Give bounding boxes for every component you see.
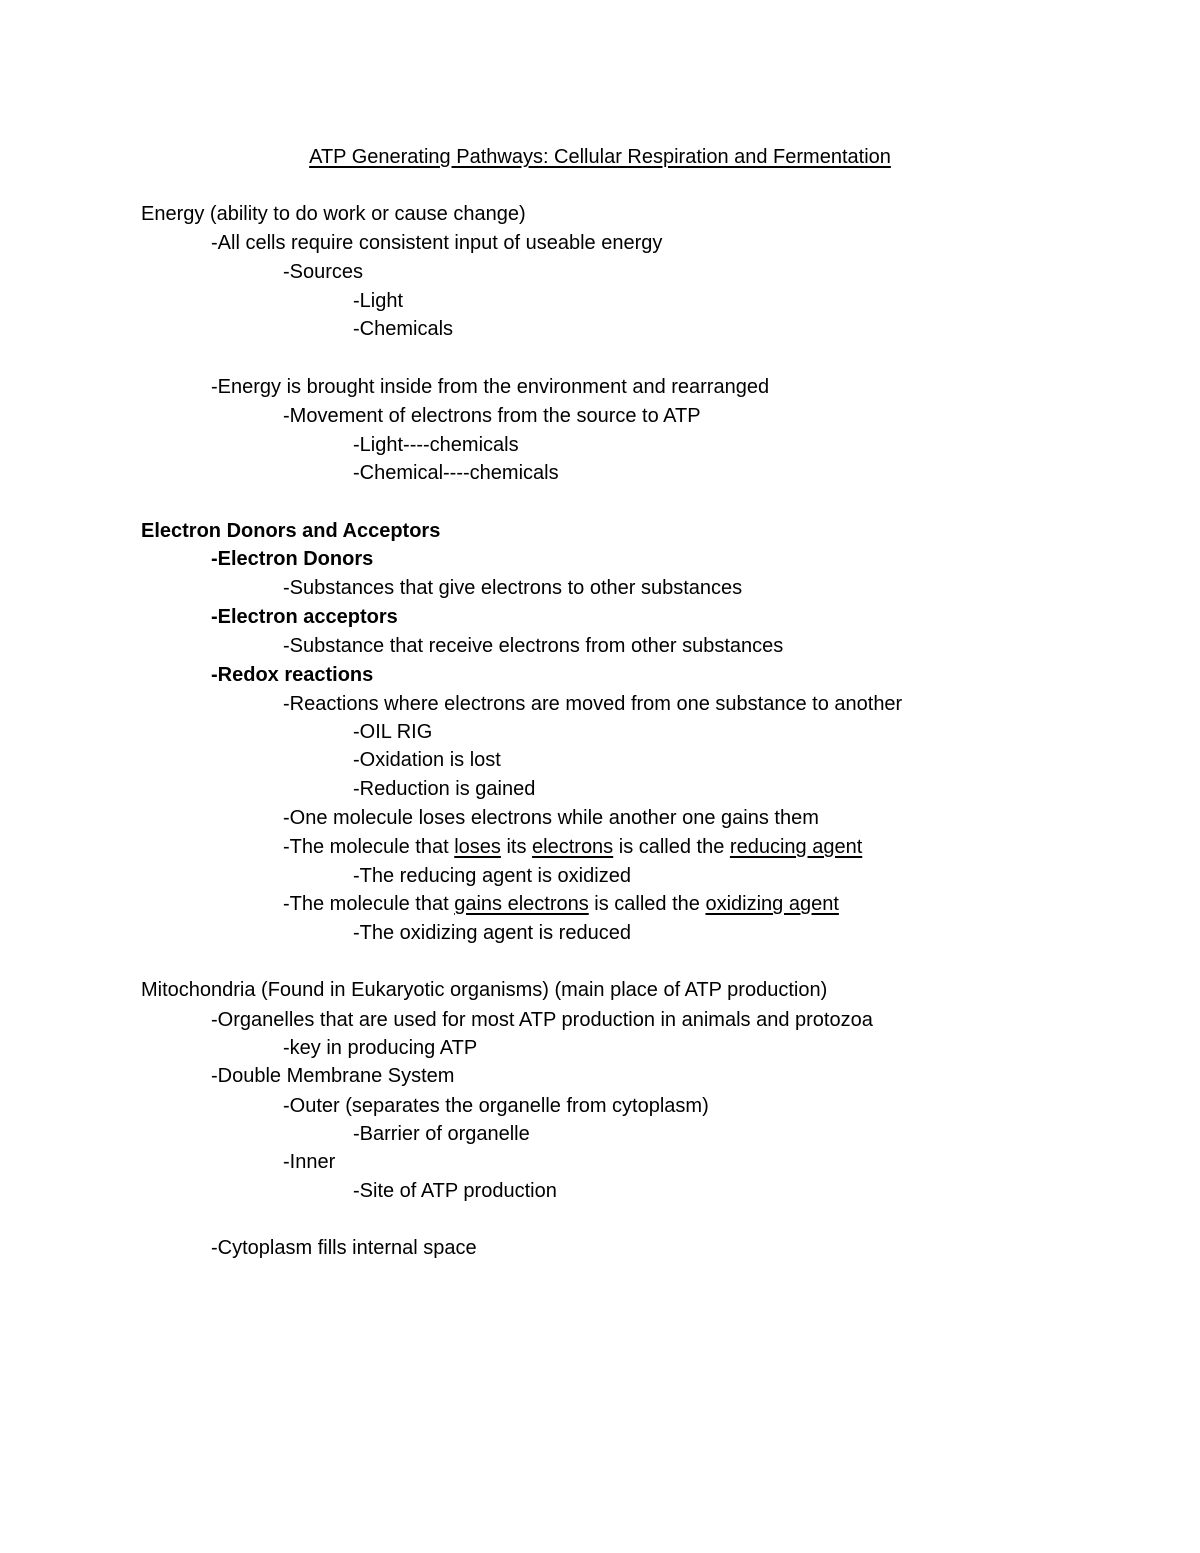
electron-heading: Electron Donors and Acceptors <box>141 520 441 542</box>
underlined-term: reducing agent <box>729 836 863 858</box>
electron-donors-definition: -Substances that give electrons to other substances <box>283 577 743 599</box>
redox-line: -Reduction is gained <box>353 778 536 800</box>
redox-definition: -Reactions where electrons are moved from one substance to another <box>283 693 903 715</box>
mitochondria-heading: Mitochondria (Found in Eukaryotic organisms) (main place of ATP production) <box>141 979 828 1001</box>
mitochondria-line: -Site of ATP production <box>353 1180 557 1202</box>
energy-line: -All cells require consistent input of useable energy <box>211 232 663 254</box>
mitochondria-line: -Outer (separates the organelle from cytoplasm) <box>283 1095 709 1117</box>
mitochondria-line: -Inner <box>283 1151 336 1173</box>
energy-line: -Energy is brought inside from the environment and rearranged <box>211 376 770 398</box>
energy-line: -Chemicals <box>353 318 454 340</box>
energy-line: -Sources <box>283 261 364 283</box>
electron-acceptors-definition: -Substance that receive electrons from other substances <box>283 635 784 657</box>
electron-acceptors-label: -Electron acceptors <box>211 606 398 628</box>
underlined-term: oxidizing agent <box>705 893 839 915</box>
text-fragment: is called the <box>613 836 730 858</box>
energy-heading: Energy (ability to do work or cause change) <box>141 203 526 225</box>
text-fragment: -The molecule that <box>283 893 455 915</box>
energy-line: -Chemical----chemicals <box>353 462 559 484</box>
underlined-term: gains electrons <box>454 893 589 915</box>
text-fragment: is called the <box>588 893 706 915</box>
energy-line: -Light <box>353 290 404 312</box>
text-fragment: -The molecule that <box>283 836 455 858</box>
reducing-agent-line <box>283 833 862 861</box>
mitochondria-line: -Barrier of organelle <box>353 1123 530 1145</box>
energy-line: -Movement of electrons from the source to ATP <box>283 405 701 427</box>
mitochondria-line: -key in producing ATP <box>283 1037 478 1059</box>
oxidizing-agent-line <box>283 890 839 918</box>
mitochondria-line: -Organelles that are used for most ATP production in animals and protozoa <box>211 1009 873 1031</box>
document-title: ATP Generating Pathways: Cellular Respiration and Fermentation <box>309 146 891 168</box>
underlined-term: electrons <box>532 836 614 858</box>
redox-line: -Oxidation is lost <box>353 749 501 771</box>
energy-line: -Light----chemicals <box>353 434 519 456</box>
electron-donors-label: -Electron Donors <box>211 548 374 570</box>
redox-line: -The reducing agent is oxidized <box>353 865 631 887</box>
text-fragment: its <box>500 836 533 858</box>
mitochondria-line: -Double Membrane System <box>211 1065 455 1087</box>
mitochondria-line: -Cytoplasm fills internal space <box>211 1237 477 1259</box>
redox-line: -OIL RIG <box>353 721 433 743</box>
redox-label: -Redox reactions <box>211 664 374 686</box>
redox-line: -One molecule loses electrons while another one gains them <box>283 807 819 829</box>
redox-line: -The oxidizing agent is reduced <box>353 922 631 944</box>
underlined-term: loses <box>454 836 501 858</box>
